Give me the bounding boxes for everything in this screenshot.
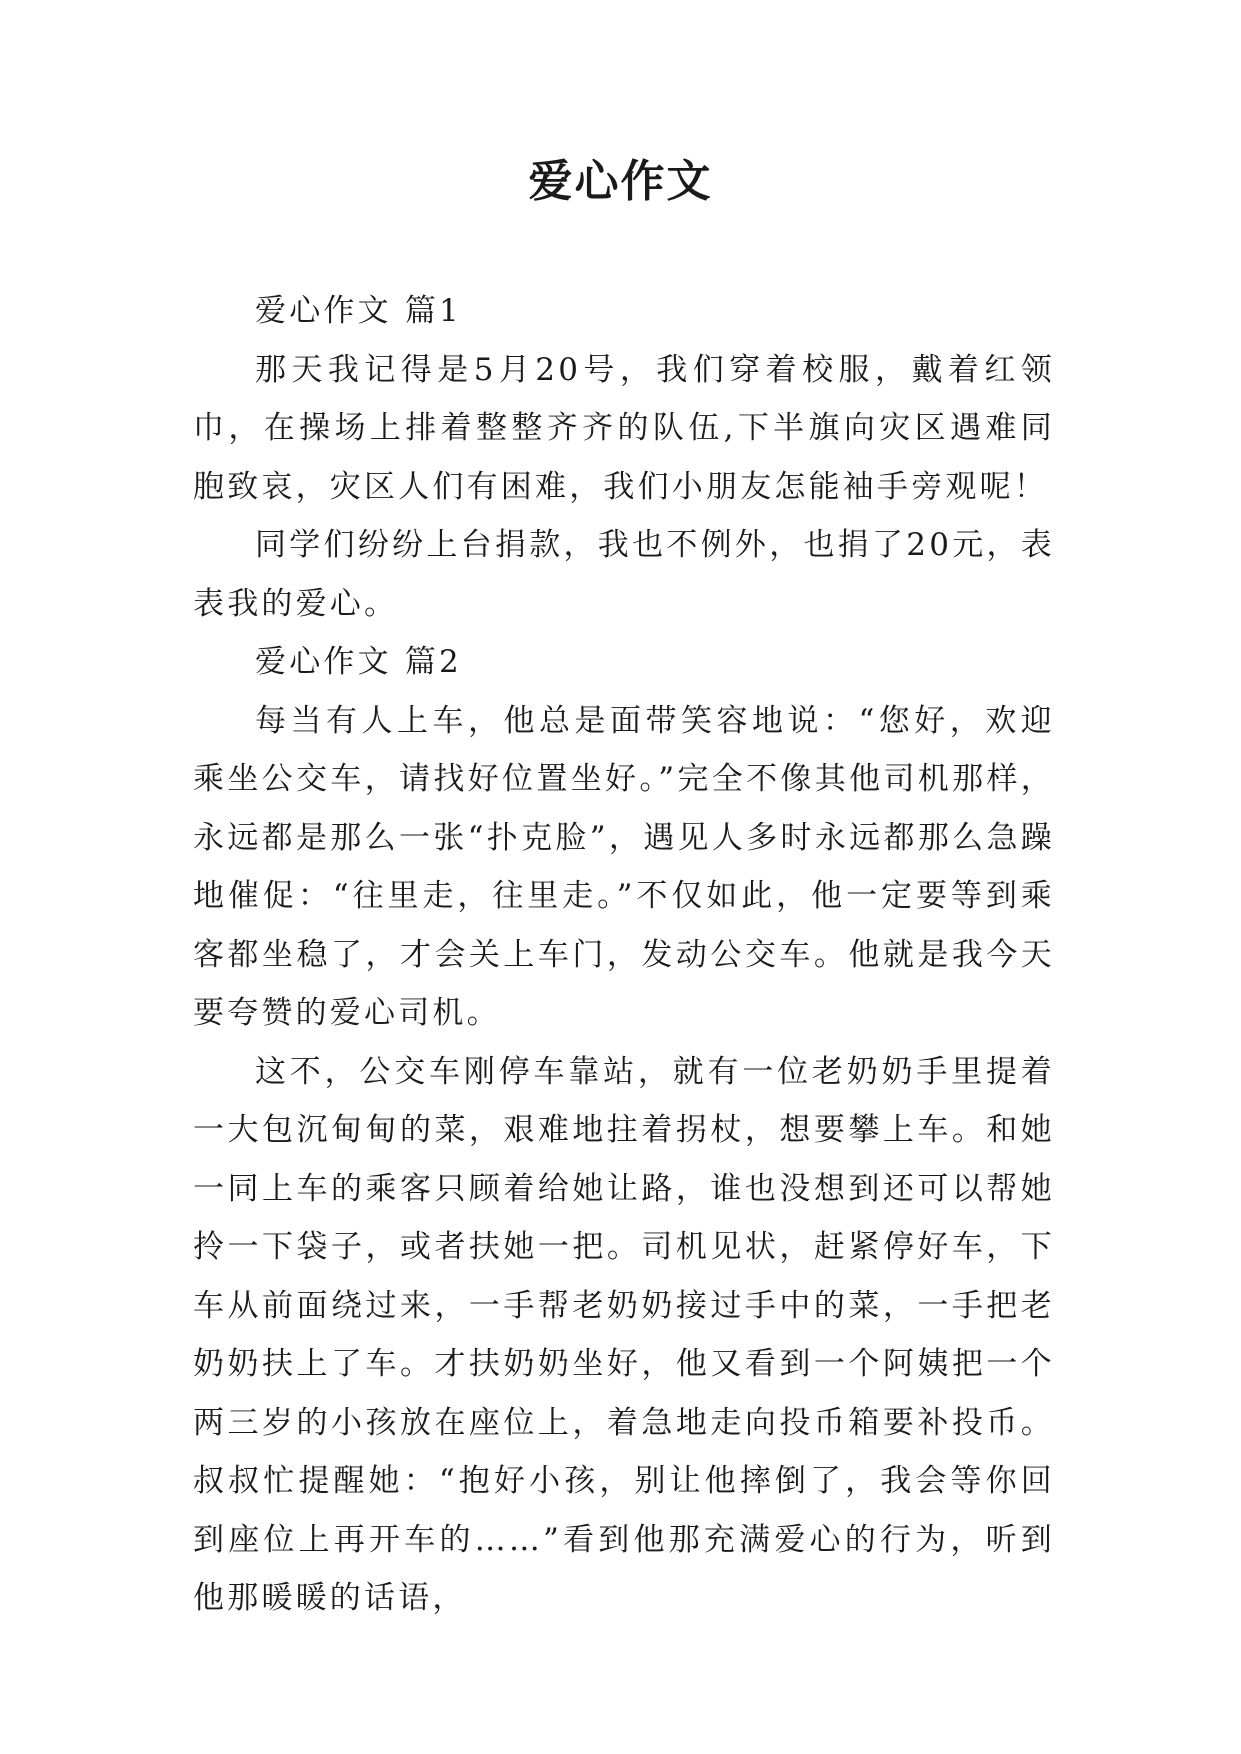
section-heading: 爱心作文 篇2: [255, 644, 462, 680]
document-title: 爱心作文: [528, 156, 713, 207]
section-heading: 爱心作文 篇1: [255, 293, 462, 329]
paragraph: 每当有人上车，他总是面带笑容地说：“您好，欢迎乘坐公交车，请找好位置坐好。”完全不像其他司机那样，永远都是那么一张“扑克脸”，遇见人多时永远都那么急躁地催促：“往里走，往里走。”不仅如此，他一定要等到乘客都坐稳了，才会关上车门，发动公交车。他就是我今天要夸赞的爱心司机。: [193, 702, 1055, 1031]
paragraph: 那天我记得是5月20号，我们穿着校服，戴着红领巾，在操场上排着整整齐齐的队伍,下半旗向灾区遇难同胞致哀，灾区人们有困难，我们小朋友怎能袖手旁观呢！: [193, 351, 1055, 505]
paragraph: 同学们纷纷上台捐款，我也不例外，也捐了20元，表表我的爱心。: [193, 527, 1055, 622]
paragraph: 这不，公交车刚停车靠站，就有一位老奶奶手里提着一大包沉甸甸的菜，艰难地拄着拐杖，想要攀上车。和她一同上车的乘客只顾着给她让路，谁也没想到还可以帮她拎一下袋子，或者扶她一把。司机见状，赶紧停好车，下车从前面绕过来，一手帮老奶奶接过手中的菜，一手把老奶奶扶上了车。才扶奶奶坐好，他又看到一个阿姨把一个两三岁的小孩放在座位上，着急地走向投币箱要补投币。叔叔忙提醒她：“抱好小孩，别让他摔倒了，我会等你回到座位上再开车的……”看到他那充满爱心的行为，听到他那暖暖的话语，: [193, 1053, 1055, 1616]
document-body: [193, 282, 1055, 1628]
